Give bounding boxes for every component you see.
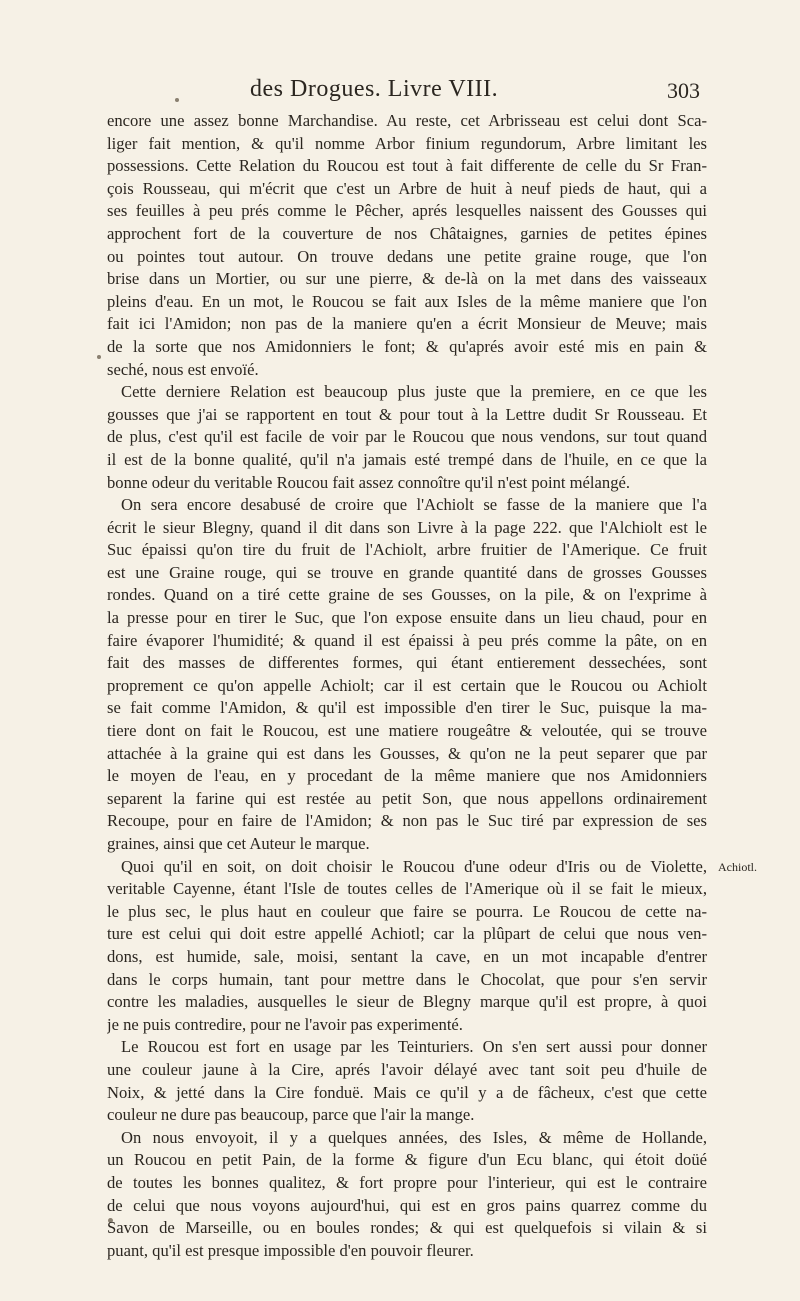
text-line: On nous envoyoit, il y a quelques années, des Isles, & même de Hollande, [121,1127,707,1147]
marginal-note: Achiotl. [718,860,757,874]
paragraph [107,1036,707,1126]
text-line: fait des masses de differentes formes, qui étant entierement dessechées, sont [107,653,707,673]
text-line: il est de la bonne qualité, qu'il n'a jamais esté trempé dans de l'huile, en ce que la [107,449,707,469]
text-line: çois Rousseau, qui m'écrit que c'est un Arbre de huit à neuf pieds de haut, qui a [107,178,707,198]
paragraph [107,1127,707,1263]
text-line: de celui que nous voyons aujourd'hui, qui est en gros pains quarrez comme du [107,1195,707,1215]
text-line: dans le corps humain, tant pour mettre dans le Chocolat, que pour s'en servir [107,969,707,989]
text-line: une couleur jaune à la Cire, aprés l'avoir délayé avec tant soit peu d'huile de [107,1059,707,1079]
text-line: On sera encore desabusé de croire que l'Achiolt se fasse de la maniere que l'a [121,495,707,515]
text-line: rondes. Quand on a tiré cette graine de ses Gousses, on la pile, & on l'exprime à [107,585,707,605]
body-text [107,110,707,1262]
text-line: le plus sec, le plus haut en couleur que faire se pourra. Le Roucou de cette na- [107,901,707,921]
text-line: se fait comme l'Amidon, & qu'il est impossible d'en tirer le Suc, puisque la ma- [107,698,707,718]
text-line: Noix, & jetté dans la Cire fonduë. Mais ce qu'il y a de fâcheux, c'est que cette [107,1082,707,1102]
text-line: tiere dont on fait le Roucou, est une matiere rougeâtre & veloutée, qui se trouve [107,721,707,741]
text-line: Suc épaissi qu'on tire du fruit de l'Achiolt, arbre fruitier de l'Amerique. Ce fruit [107,540,707,560]
text-line: écrit le sieur Blegny, quand il dit dans son Livre à la page 222. que l'Alchiolt est le [107,517,707,537]
text-line: un Roucou en petit Pain, de la forme & figure d'un Ecu blanc, qui étoit doüé [107,1150,707,1170]
text-line: la presse pour en tirer le Suc, que l'on expose ensuite dans un lieu chaud, pour en [107,608,707,628]
page-header [250,76,700,104]
text-line: approchent fort de la couverture de nos Châtaignes, garnies de petites épines [107,223,707,243]
text-line: puant, qu'il est presque impossible d'en pouvoir fleurer. [107,1240,474,1260]
text-line: ture est celui qui doit estre appellé Achiotl; car la plûpart de celui que nous ven- [107,924,707,944]
text-line: pleins d'eau. En un mot, le Roucou se fait aux Isles de la même maniere que l'on [107,291,707,311]
text-line: Recoupe, pour en faire de l'Amidon; & non pas le Suc tiré par expression de ses [107,811,707,831]
paragraph [107,856,707,1037]
text-line: couleur ne dure pas beaucoup, parce que l'air la mange. [107,1105,475,1125]
text-line: possessions. Cette Relation du Roucou est tout à fait differente de celle du Sr Fran- [107,156,707,176]
text-line: de toutes les bonnes qualitez, & fort propre pour l'interieur, qui est le contraire [107,1172,707,1192]
text-line: dons, est humide, sale, moisi, sentant la cave, en un mot incapable d'entrer [107,946,707,966]
text-line: Le Roucou est fort en usage par les Teinturiers. On s'en sert aussi pour donner [121,1037,707,1057]
running-title: des Drogues. Livre VIII. [250,76,499,102]
text-line: faire évaporer l'humidité; & quand il est épaissi à peu prés comme la pâte, on en [107,630,707,650]
text-line: bonne odeur du veritable Roucou fait assez connoître qu'il n'est point mélangé. [107,472,631,492]
text-line: graines, ainsi que cet Auteur le marque. [107,834,370,853]
text-line: je ne puis contredire, pour ne l'avoir pas experimenté. [107,1014,463,1034]
text-line: veritable Cayenne, étant l'Isle de toutes celles de l'Amerique où il se fait le mieux, [107,879,707,899]
text-line: separent la farine qui est restée au petit Son, que nous appellons ordinairement [107,788,707,808]
text-line: seché, nous est envoïé. [107,359,259,379]
text-line: brise dans un Mortier, ou sur une pierre, & de-là on la met dans des vaisseaux [107,269,707,289]
ink-speck [97,355,101,359]
text-line: de la sorte que nos Amidonniers le font; & qu'aprés avoir esté mis en pain & [107,336,707,356]
ink-speck [175,98,179,102]
page-number: 303 [667,78,700,103]
text-line: Savon de Marseille, ou en boules rondes; & qui est quelquefois si vilain & si [107,1218,707,1238]
text-line: de plus, c'est qu'il est facile de voir par le Roucou que nous vendons, sur tout quand [107,427,707,447]
text-line: encore une assez bonne Marchandise. Au reste, cet Arbrisseau est celui dont Sca- [107,111,707,130]
text-line: Quoi qu'il en soit, on doit choisir le Roucou d'une odeur d'Iris ou de Violette, [121,856,707,876]
text-line: ses feuilles à peu prés comme le Pêcher, aprés lesquelles naissent des Gousses qui [107,201,707,221]
text-line: Cette derniere Relation est beaucoup plus juste que la premiere, en ce que les [121,382,707,402]
paragraph [107,494,707,856]
text-line: contre les maladies, ausquelles le sieur de Blegny marque qu'il est propre, à quoi [107,992,707,1012]
text-line: proprement ce qu'on appelle Achiolt; car il est certain que le Roucou ou Achiolt [107,675,707,695]
paragraph [107,110,707,381]
text-line: est une Graine rouge, qui se trouve en grande quantité dans de grosses Gousses [107,562,707,582]
text-line: fait ici l'Amidon; non pas de la maniere qu'en a écrit Monsieur de Meuve; mais [107,314,707,334]
text-line: attachée à la graine qui est dans les Gousses, & qu'on ne la peut separer que par [107,743,707,763]
text-line: le moyen de l'eau, en y procedant de la même maniere que nos Amidonniers [107,766,707,786]
text-line: liger fait mention, & qu'il nomme Arbor finium regundorum, Arbre limitant les [107,133,707,153]
text-line: gousses que j'ai se rapportent en tout & pour tout à la Lettre dudit Sr Rousseau. Et [107,404,707,424]
paragraph [107,381,707,494]
text-line: ou pointes tout autour. On trouve dedans une petite graine rouge, que l'on [107,246,707,266]
